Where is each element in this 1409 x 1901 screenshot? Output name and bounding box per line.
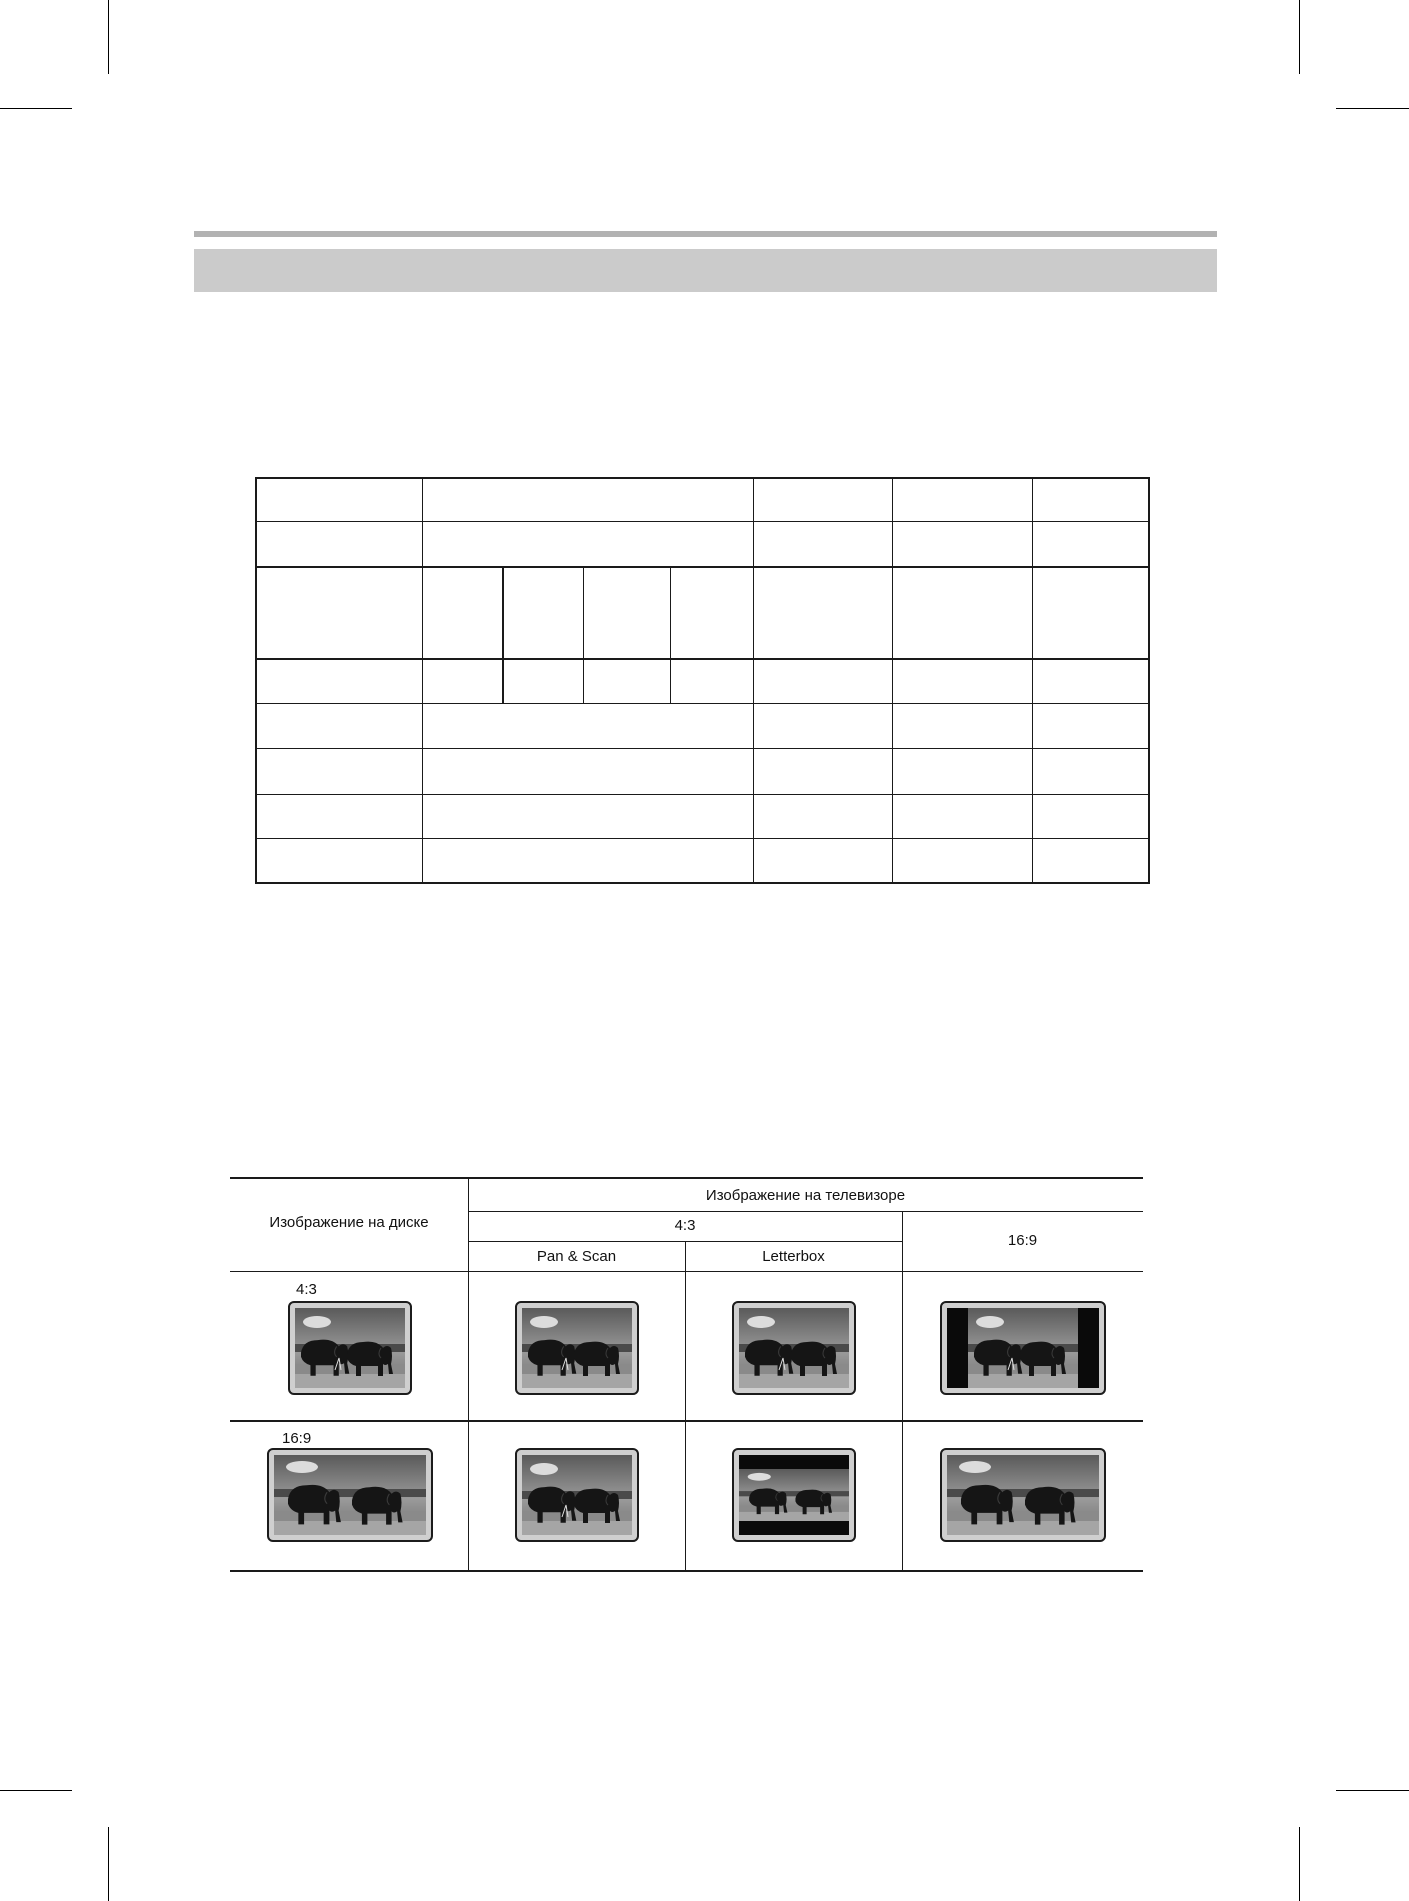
- header-band: [194, 249, 1217, 292]
- spec-table-rule: [422, 477, 423, 884]
- crop-mark: [0, 108, 72, 109]
- spec-table-rule: [255, 882, 1150, 884]
- table-rule: [230, 1570, 1143, 1572]
- elephants-photo: [739, 1308, 849, 1388]
- spec-table-rule: [255, 794, 1150, 795]
- tv-letterbox-from-4-3-image: [732, 1301, 856, 1395]
- spec-table-rule: [502, 566, 504, 704]
- row-label-4-3: 4:3: [296, 1281, 317, 1298]
- header-rule: [194, 231, 1217, 237]
- table-rule: [230, 1177, 1143, 1179]
- header-4-3: 4:3: [674, 1217, 696, 1234]
- spec-table-rule: [255, 521, 1150, 522]
- tv-16-9-from-16-9-image: [940, 1448, 1106, 1542]
- spec-table-rule: [1032, 477, 1033, 884]
- spec-table-rule: [892, 477, 893, 884]
- spec-table-rule: [753, 477, 754, 884]
- table-rule: [230, 1271, 1143, 1272]
- header-pan-scan: Pan & Scan: [536, 1248, 617, 1265]
- aspect-ratio-table: [230, 1177, 1143, 1572]
- header-tv-image: Изображение на телевизоре: [705, 1187, 906, 1204]
- table-rule: [230, 1420, 1143, 1422]
- crop-mark: [1336, 108, 1409, 109]
- spec-table-rule: [255, 566, 1150, 568]
- elephants-photo: [739, 1455, 849, 1535]
- spec-table-rule: [1148, 477, 1150, 884]
- disc-4-3-image: [288, 1301, 412, 1395]
- tv-pan-scan-from-4-3-image: [515, 1301, 639, 1395]
- spec-table-rule: [583, 566, 584, 704]
- table-rule: [902, 1211, 903, 1572]
- spec-table-rule: [255, 477, 257, 884]
- tv-pan-scan-from-16-9-image: [515, 1448, 639, 1542]
- header-disc-image: Изображение на диске: [269, 1214, 429, 1231]
- crop-mark: [1299, 1827, 1300, 1901]
- tv-16-9-from-4-3-image: [940, 1301, 1106, 1395]
- spec-table-rule: [255, 838, 1150, 839]
- crop-mark: [1299, 0, 1300, 74]
- crop-mark: [108, 0, 109, 74]
- spec-table-rule: [255, 748, 1150, 749]
- table-rule: [468, 1177, 469, 1572]
- elephants-photo: [947, 1455, 1099, 1535]
- elephants-photo: [522, 1455, 632, 1535]
- spec-table-rule: [255, 477, 1150, 479]
- elephants-photo: [947, 1308, 1099, 1388]
- crop-mark: [0, 1790, 72, 1791]
- crop-mark: [108, 1827, 109, 1901]
- elephants-photo: [522, 1308, 632, 1388]
- elephants-photo: [295, 1308, 405, 1388]
- tv-letterbox-from-16-9-image: [732, 1448, 856, 1542]
- table-rule: [468, 1211, 1143, 1212]
- table-rule: [685, 1241, 686, 1572]
- spec-table-rule: [255, 658, 1150, 660]
- crop-mark: [1336, 1790, 1409, 1791]
- header-letterbox: Letterbox: [762, 1248, 825, 1265]
- spec-table-rule: [670, 566, 671, 704]
- spec-table: [255, 477, 1150, 884]
- elephants-photo: [274, 1455, 426, 1535]
- row-label-16-9: 16:9: [282, 1430, 312, 1447]
- header-16-9: 16:9: [1007, 1232, 1038, 1249]
- spec-table-rule: [255, 703, 1150, 704]
- disc-16-9-image: [267, 1448, 433, 1542]
